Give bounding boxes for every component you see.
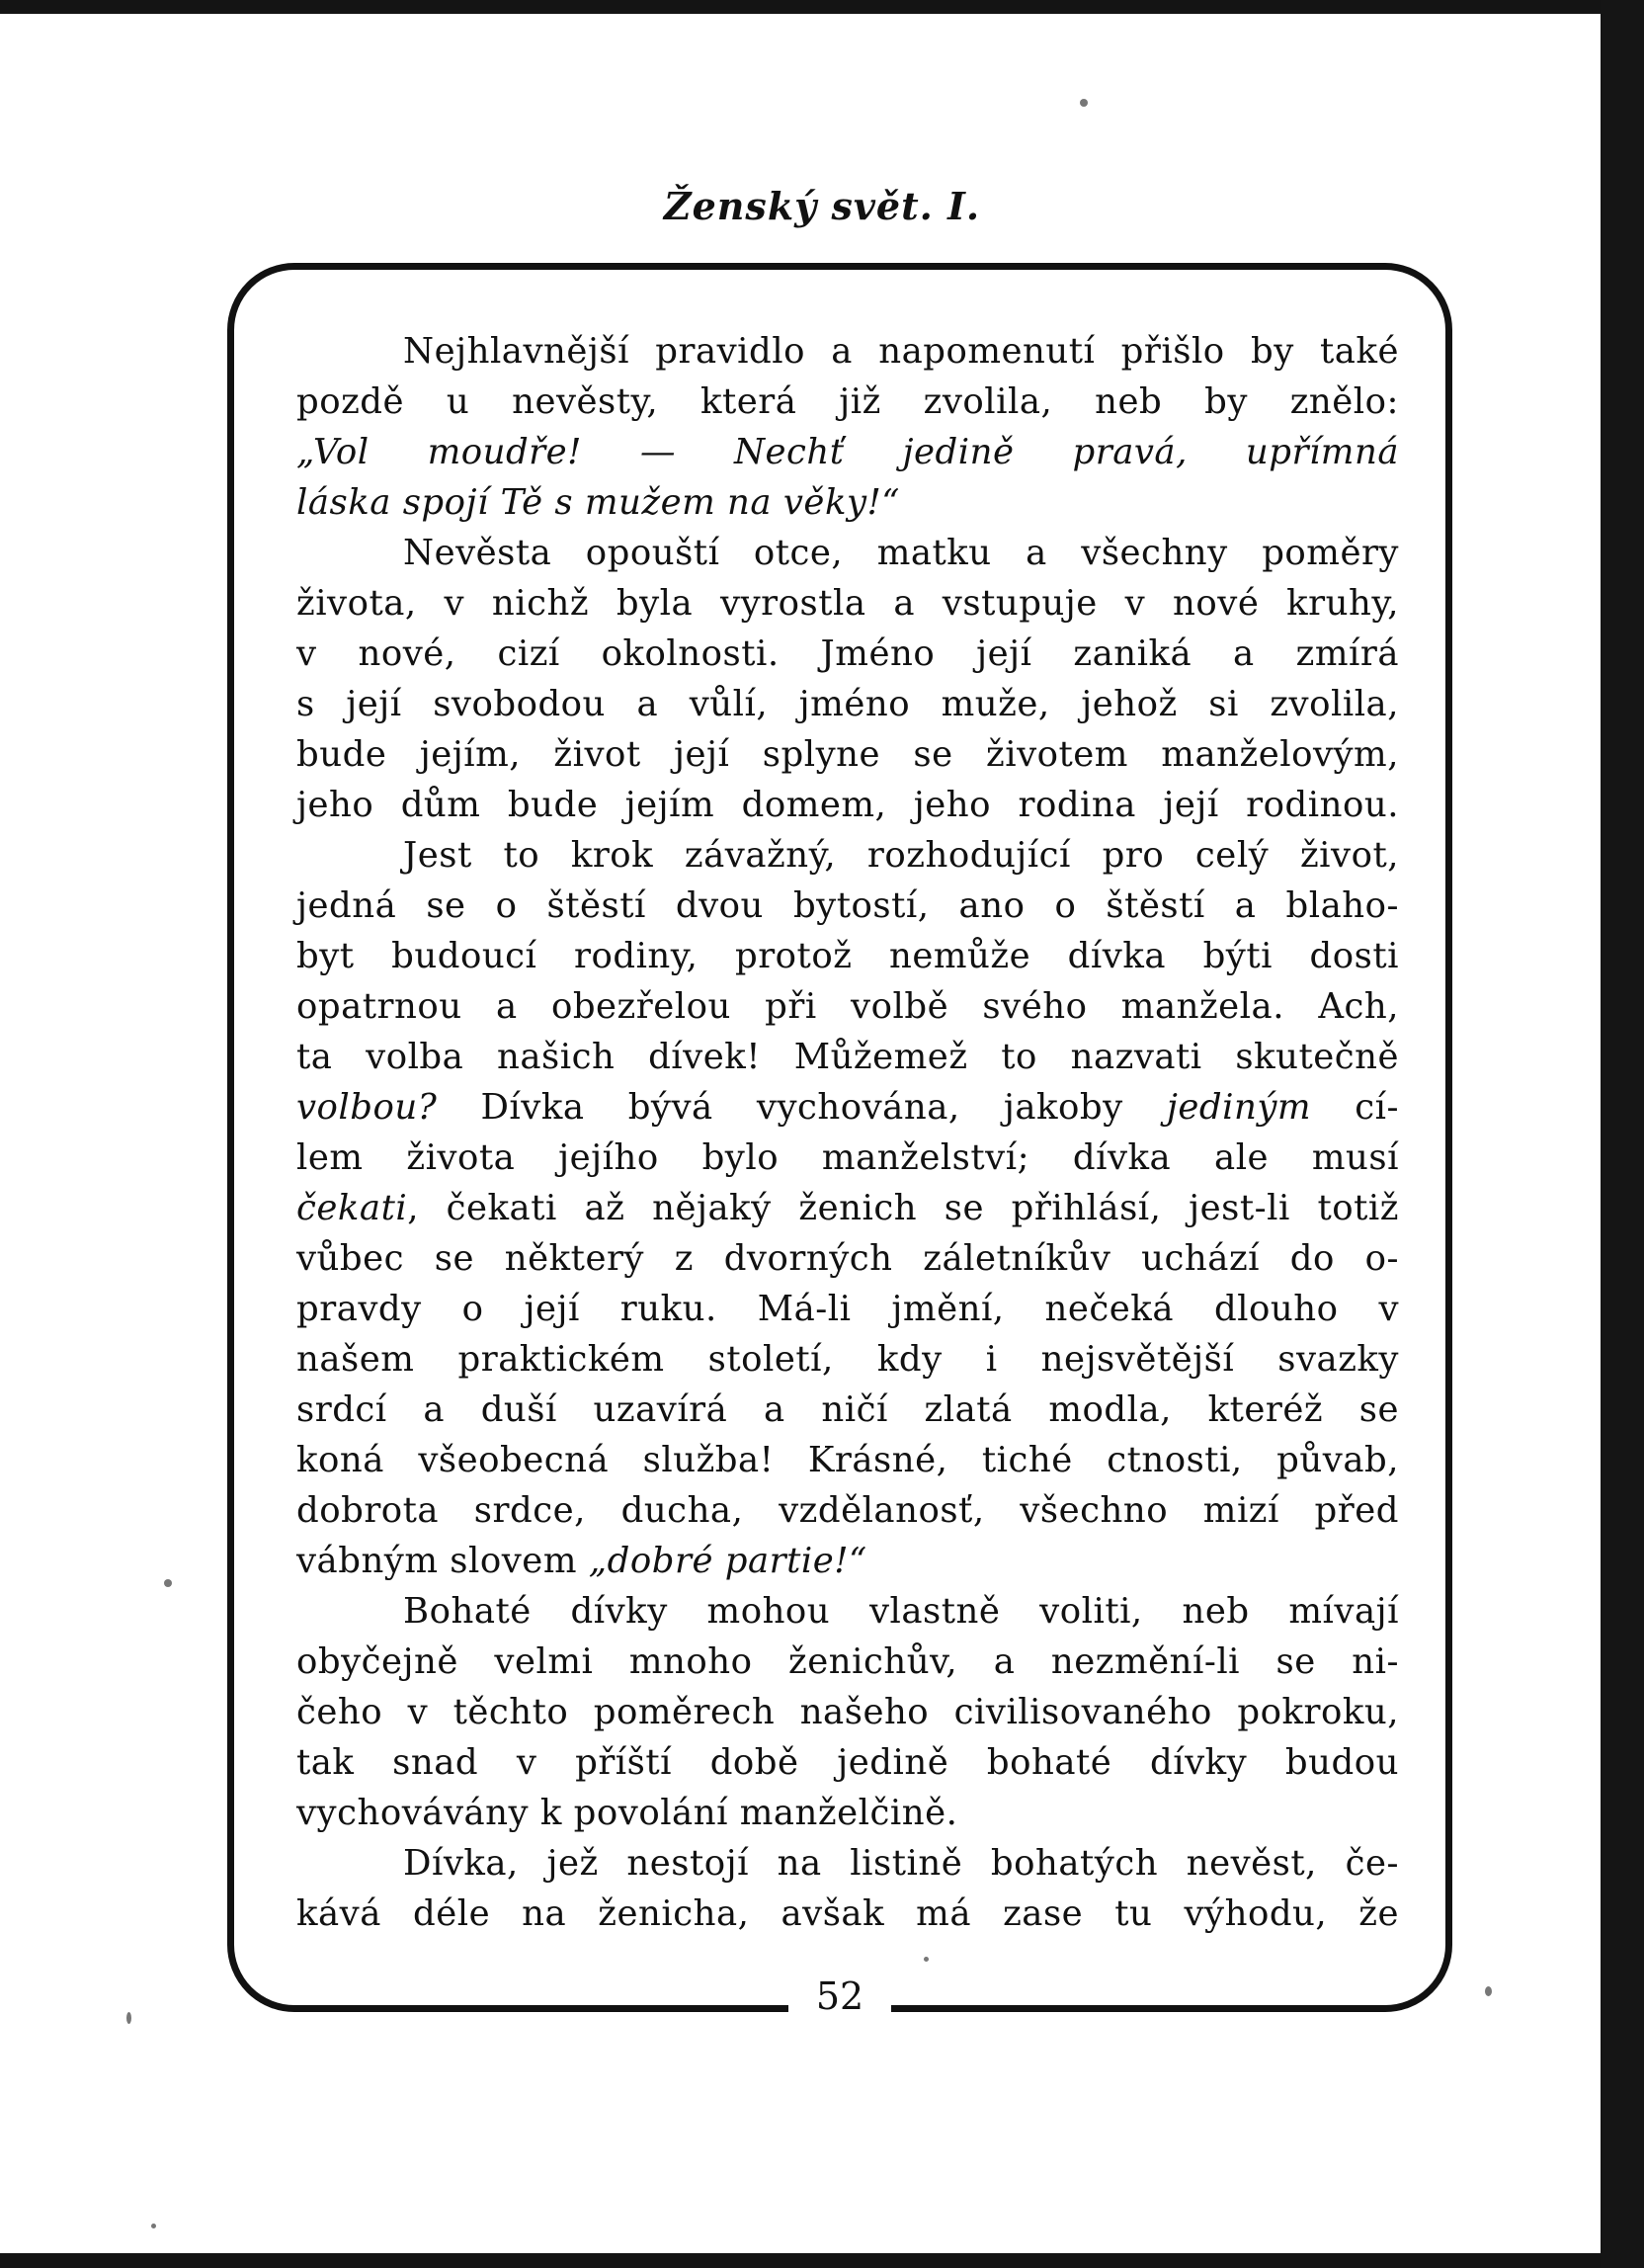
text-line: Nevěsta opouští otce, matku a všechny poměry [403,533,1399,573]
text-line: života, v nichž byla vyrostla a vstupuje v nové kruhy, [296,583,1399,624]
text-line: čeho v těchto poměrech našeho civilisovaného pokroku, [296,1692,1399,1732]
text-line: našem praktickém století, kdy i nejsvětější svazky [296,1339,1399,1380]
text-segment: čekati [296,1188,408,1228]
text-line: koná všeobecná služba! Krásné, tiché ctnosti, půvab, [296,1440,1399,1480]
text-line: kává déle na ženicha, avšak má zase tu výhodu, že [296,1893,1399,1934]
text-line: jedná se o štěstí dvou bytostí, ano o štěstí a blaho- [296,885,1399,926]
text-line: s její svobodou a vůlí, jméno muže, jehož si zvolila, [296,684,1399,724]
text-line: ta volba našich dívek! Můžemež to nazvati skutečně [296,1037,1399,1077]
text-line: bude jejím, život její splyne se životem manželovým, [296,734,1399,775]
running-header: Ženský svět. I. [663,184,981,228]
speck [1080,99,1088,107]
text-line: v nové, cizí okolnosti. Jméno její zaniká a zmírá [296,633,1399,674]
text-segment: cí- [1311,1087,1399,1128]
text-line [296,1183,1399,1233]
page-number-wrapper [227,1967,1452,2026]
text-segment: Dívka bývá vychována, jakoby [437,1087,1167,1128]
text-line: Dívka, jež nestojí na listině bohatých nevěst, če- [403,1843,1399,1884]
page-number: 52 [788,1974,891,2018]
text-segment: , čekati až nějaký ženich se přihlásí, jest-li totiž [407,1188,1399,1228]
text-segment: „dobré partie!“ [588,1541,867,1581]
text-line: obyčejně velmi mnoho ženichův, a nezmění-li se ni- [296,1641,1399,1682]
speck [1485,1986,1492,1996]
text-line: srdcí a duší uzavírá a ničí zlatá modla, kteréž se [296,1389,1399,1430]
text-line: láska spojí Tě s mužem na věky!“ [296,482,900,523]
text-line: jeho dům bude jejím domem, jeho rodina její rodinou. [296,785,1399,825]
text-line: byt budoucí rodiny, protož nemůže dívka býti dosti [296,936,1399,976]
text-line: Bohaté dívky mohou vlastně voliti, neb mívají [403,1591,1399,1632]
scan-right-edge [1601,0,1644,2268]
speck [164,1579,172,1587]
body-text [296,326,1399,1939]
text-line: pozdě u nevěsty, která již zvolila, neb by znělo: [296,381,1399,422]
text-line: pravdy o její ruku. Má-li jmění, nečeká dlouho v [296,1289,1399,1329]
text-line: vůbec se některý z dvorných záletníkův uchází do o- [296,1238,1399,1279]
speck [151,2224,156,2228]
text-line: vychovávány k povolání manželčině. [296,1793,958,1833]
text-segment: volbou? [296,1087,438,1128]
text-line: lem života jejího bylo manželství; dívka ale musí [296,1137,1399,1178]
page-footer [227,1967,1452,2046]
text-line: opatrnou a obezřelou při volbě svého manžela. Ach, [296,986,1399,1027]
text-segment: vábným slovem [296,1541,589,1581]
text-line: Jest to krok závažný, rozhodující pro celý život, [403,835,1399,876]
text-line: „Vol moudře! — Nechť jedině pravá, upřímná [296,432,1399,472]
text-line [296,1082,1399,1133]
text-segment: jediným [1166,1087,1312,1128]
text-line: tak snad v příští době jedině bohaté dívky budou [296,1742,1399,1783]
text-line [296,1536,1399,1586]
speck [924,1957,929,1962]
speck [126,2012,131,2024]
text-line: Nejhlavnější pravidlo a napomenutí přišlo by také [403,331,1399,372]
text-line: dobrota srdce, ducha, vzdělanosť, všechno mizí před [296,1490,1399,1531]
